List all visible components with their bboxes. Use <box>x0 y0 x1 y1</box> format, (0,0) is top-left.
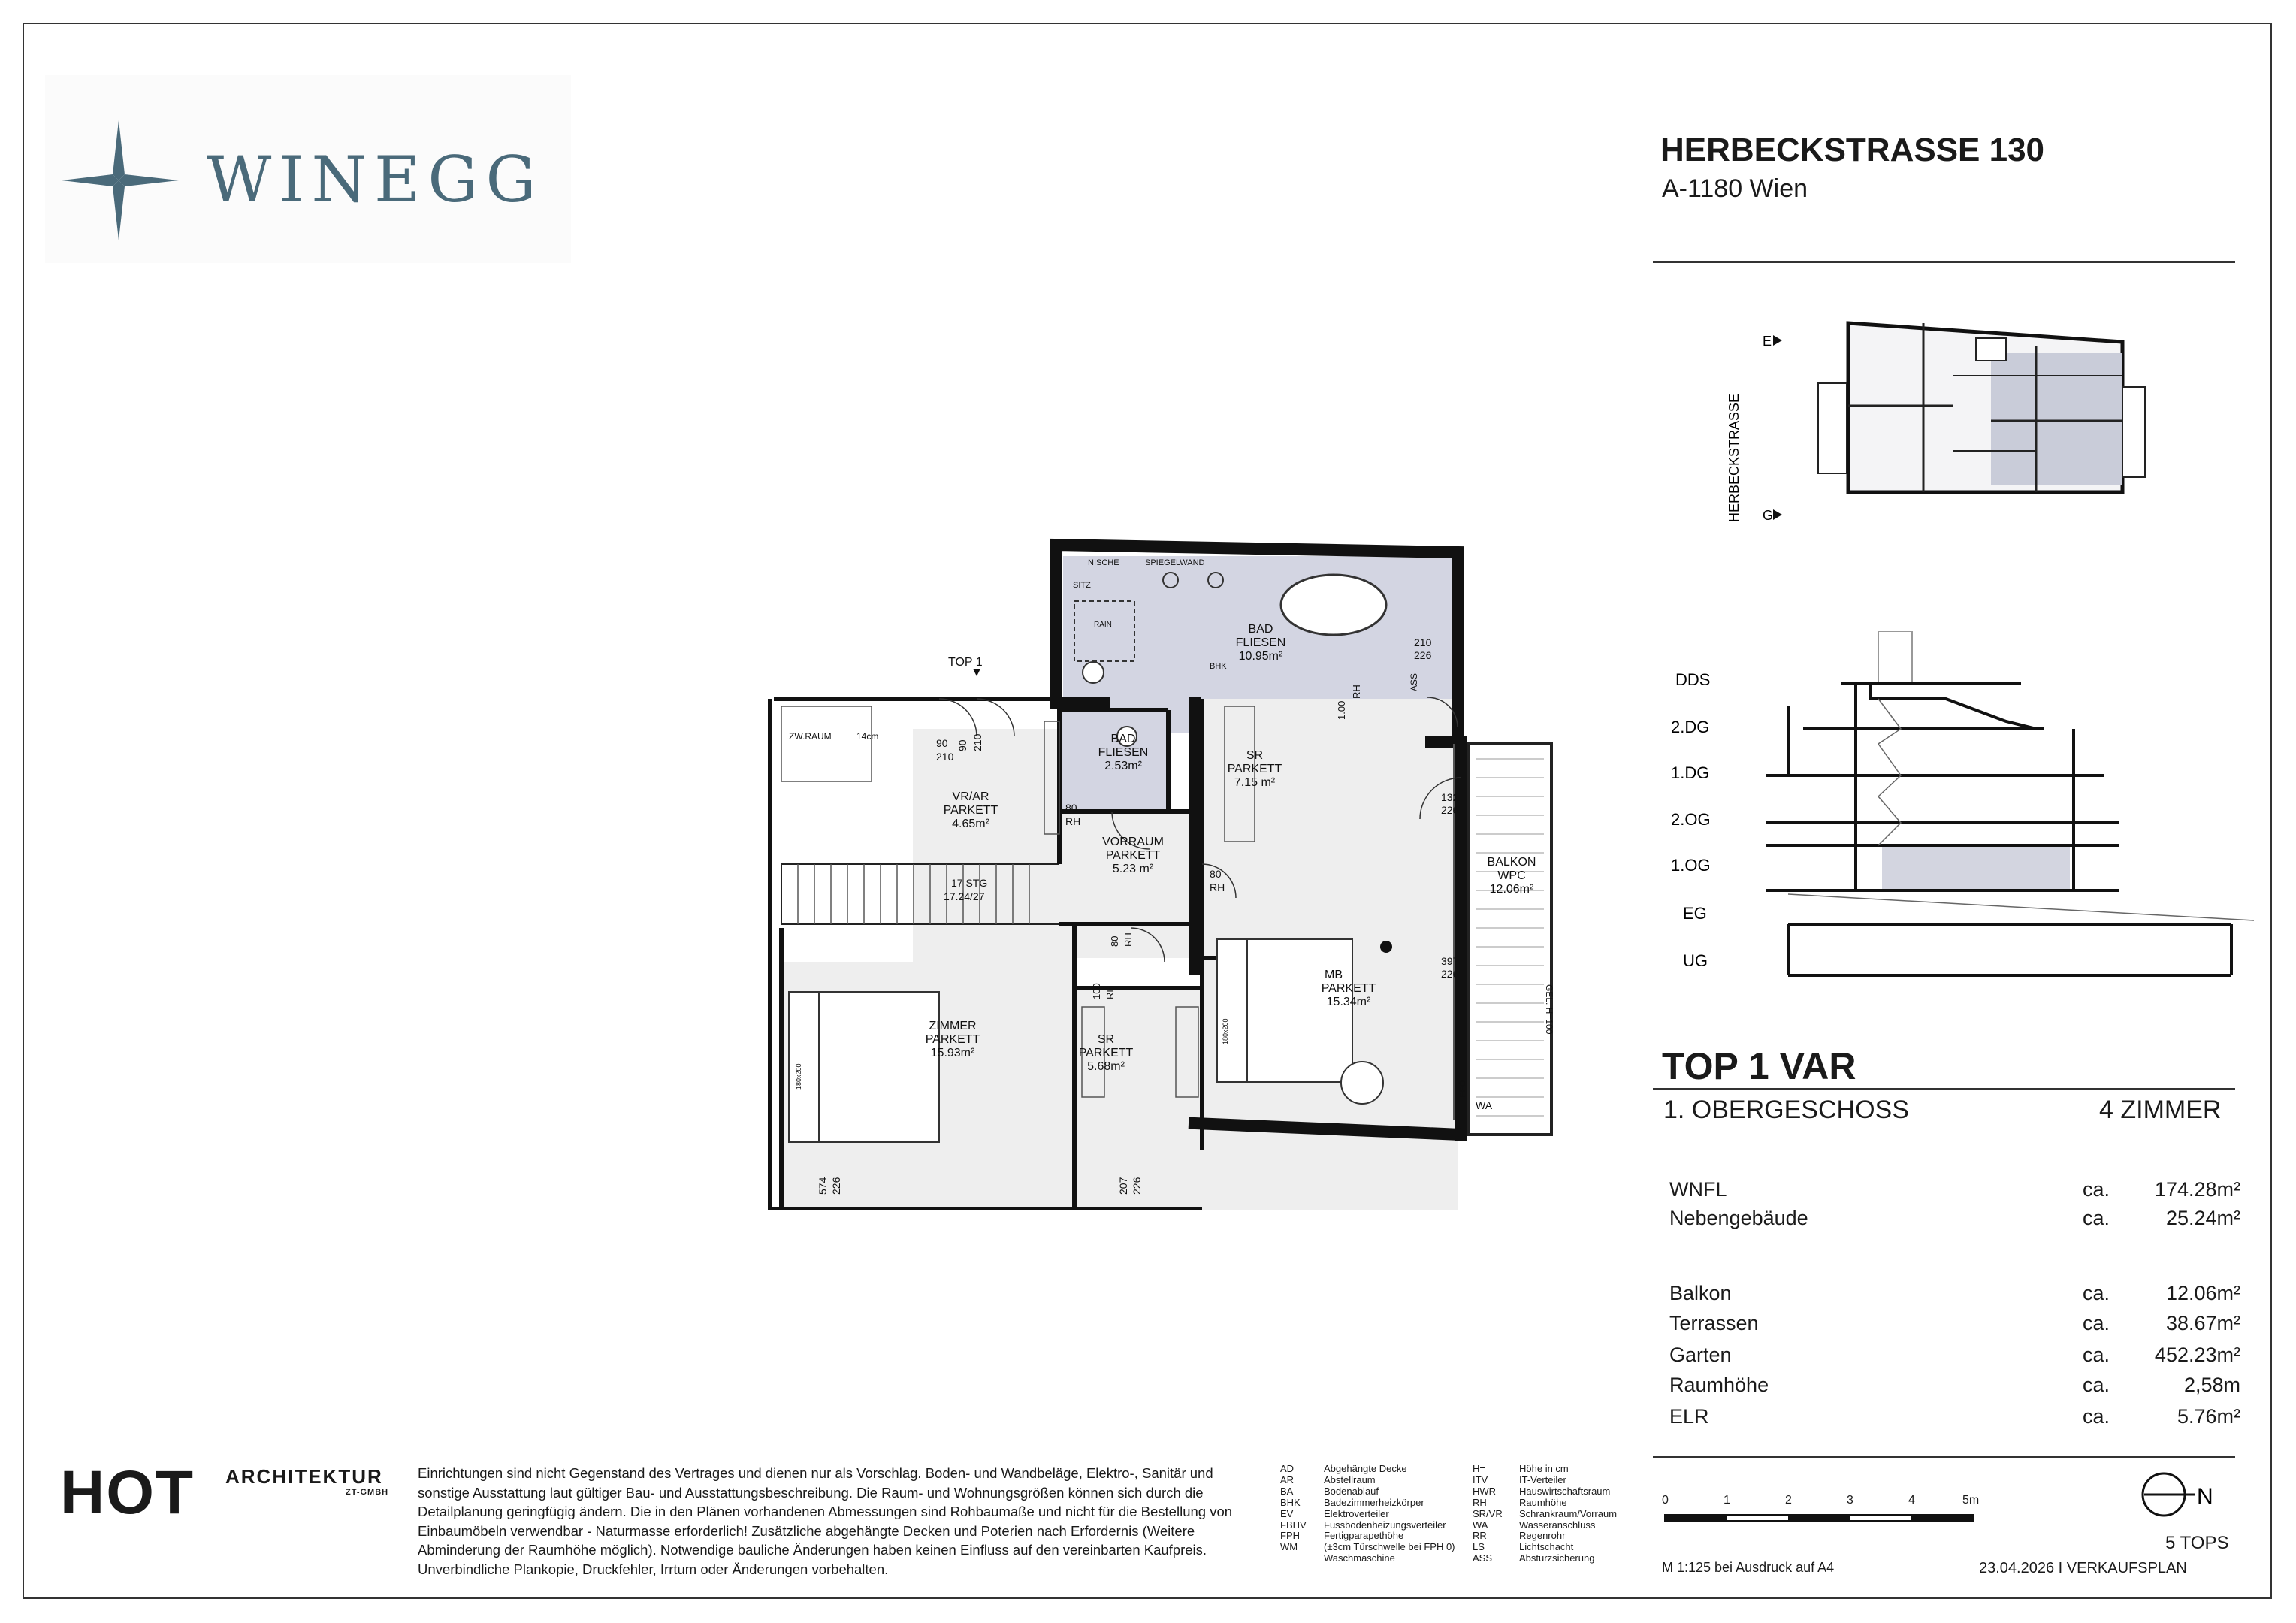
room-mb-name: MB <box>1325 969 1343 981</box>
area-row: Terrassen ca. 38.67m² <box>1669 1312 2240 1334</box>
room-zimmer-finish: PARKETT <box>925 1033 980 1046</box>
plan-label-zwraum: ZW.RAUM <box>789 731 832 742</box>
plan-label-ass: ASS <box>1409 672 1419 691</box>
plan-dim-207: 207 <box>1117 1177 1129 1195</box>
plan-bed-size-b: 180x200 <box>1222 1018 1229 1044</box>
plan-label-rain: RAIN <box>1094 621 1112 629</box>
area-row: Raumhöhe ca. 2,58m <box>1669 1374 2240 1396</box>
plan-bed-size-a: 180x200 <box>795 1063 802 1090</box>
plan-label-rh: RH <box>1351 685 1362 699</box>
room-mb-area: 15.34m² <box>1326 996 1371 1008</box>
plan-dim-210: 210 <box>1414 636 1432 648</box>
address-city: A-1180 Wien <box>1662 174 1808 203</box>
scale-tick-3: 3 <box>1847 1494 1853 1507</box>
room-sr-finish: PARKETT <box>1227 763 1282 775</box>
divider <box>1653 1456 2235 1458</box>
plan-label-ffo: FFO <box>1458 1080 1467 1097</box>
plan-dim-132: 132 <box>1441 791 1459 803</box>
plan-label-nische: NISCHE <box>1088 558 1119 567</box>
plan-dim-210a: 210 <box>936 751 954 763</box>
address-street: HERBECKSTRASSE 130 <box>1660 131 2045 168</box>
architect-logo: HOT <box>60 1458 195 1527</box>
area-row: Garten ca. 452.23m² <box>1669 1343 2240 1366</box>
scale-tick-1: 1 <box>1724 1494 1730 1507</box>
section-drawing <box>1653 631 2254 999</box>
plan-dim-100: 1.00 <box>1336 700 1347 720</box>
room-balkon-finish: WPC <box>1497 869 1526 882</box>
section-level-1dg: 1.DG <box>1671 763 1710 782</box>
plan-dim-80a: 80 <box>1065 802 1077 814</box>
area-row: WNFL ca. 174.28m² <box>1669 1178 2240 1201</box>
tops-count: 5 TOPS <box>2165 1533 2229 1553</box>
section-level-dds: DDS <box>1675 670 1711 689</box>
section-level-2og: 2.OG <box>1671 810 1711 829</box>
plan-label-rh-b: RH <box>1210 881 1225 893</box>
unit-floor: 1. OBERGESCHOSS <box>1663 1096 1909 1124</box>
plan-dim-80c: 80 <box>1109 935 1120 947</box>
room-sr2-name: SR <box>1097 1033 1115 1046</box>
room-vorraum-name: VORRAUM <box>1102 836 1164 848</box>
room-sr-area: 7.15 m² <box>1234 776 1276 789</box>
architect-sub: ZT-GMBH <box>346 1488 389 1497</box>
room-vrar-finish: PARKETT <box>943 804 998 817</box>
plan-label-bhk: BHK <box>1210 662 1227 671</box>
section-level-ug: UG <box>1683 951 1708 970</box>
plan-label-gel: GEL. H=100 <box>1544 984 1554 1035</box>
section-level-2dg: 2.DG <box>1671 718 1710 736</box>
room-balkon-area: 12.06m² <box>1489 883 1534 896</box>
architect-label: ARCHITEKTUR <box>225 1465 383 1488</box>
unit-rooms: 4 ZIMMER <box>2099 1096 2222 1124</box>
room-bad-area: 10.95m² <box>1238 650 1283 663</box>
scale-bar <box>1660 1510 1983 1533</box>
scale-label: M 1:125 bei Ausdruck auf A4 <box>1662 1560 1835 1575</box>
plan-dim-397: 397 <box>1441 955 1459 967</box>
plan-label-rh-d: RH <box>1104 985 1116 999</box>
site-plan-marker-g: G <box>1763 508 1774 523</box>
room-vorraum-finish: PARKETT <box>1105 849 1161 862</box>
unit-title: TOP 1 VAR <box>1662 1045 1856 1087</box>
room-sr-name: SR <box>1246 749 1264 762</box>
room-vrar-area: 4.65m² <box>952 818 989 830</box>
room-bad2-finish: FLIESEN <box>1098 746 1149 759</box>
room-bad2-area: 2.53m² <box>1104 760 1142 772</box>
area-row: Nebengebäude ca. 25.24m² <box>1669 1207 2240 1229</box>
legend-desc-column: Abgehängte Decke Abstellraum Bodenablauf Badezimmerheizkörper Elektroverteiler Fussbodenheizungsverteiler Fertigparapethöhe (±3cm Türschwelle bei FPH 0) Waschmaschine <box>1324 1463 1455 1564</box>
plan-label-wa: WA <box>1476 1099 1493 1111</box>
disclaimer-text: Einrichtungen sind nicht Gegenstand des Vertrages und dienen nur als Vorschlag. Boden- und Wandbeläge, Elektro-, Sanitär und sonstige Ausstattung laut gültiger Bau- und Ausstattungsbeschreibung. Die Raum- und Wohnungsgrößen können sich durch die Detailplanung geringfügig ändern. Die in den Plänen vorhandenen Abmessungen sind Rohbaumaße und nicht für die Bestellung von Einbaumöbeln verwendbar - Naturmasse erforderlich! Zusätzliche abgehängte Decken und Poterien nach Erfordernis (Weitere Abminderung der Raumhöhe möglich). Notwendige bauliche Änderungen haben keinen Einfluss auf den vereinbarten Kaufpreis. Unverbindliche Plankopie, Druckfehler, Irrtum oder Änderungen vorbehalten. <box>418 1465 1233 1577</box>
legend2-abbr-column: H= ITV HWR RH SR/VR WA RR LS ASS <box>1473 1463 1503 1564</box>
plan-dim-80b: 80 <box>1210 868 1222 880</box>
north-arrow-icon <box>2137 1469 2227 1529</box>
room-sr2-fill <box>1074 988 1202 1210</box>
room-bad2-name: BAD <box>1110 733 1136 745</box>
room-sr2-area: 5.68m² <box>1087 1060 1125 1073</box>
room-vorraum-area: 5.23 m² <box>1112 863 1154 875</box>
room-mb-finish: PARKETT <box>1321 982 1376 995</box>
plan-dim-100b: 100 <box>1091 983 1102 999</box>
plan-label-spiegelwand: SPIEGELWAND <box>1145 558 1205 567</box>
north-label: N <box>2197 1484 2213 1509</box>
site-plan-marker-e: E <box>1763 334 1772 349</box>
plan-dim-226b: 226 <box>1441 804 1459 816</box>
scale-tick-0: 0 <box>1662 1494 1669 1507</box>
plan-dim-210b: 210 <box>971 733 983 751</box>
room-zimmer-area: 15.93m² <box>930 1047 975 1059</box>
floor-plan <box>759 518 1585 1210</box>
plan-dim-14cm: 14cm <box>856 731 879 742</box>
scale-tick-5: 5m <box>1962 1494 1980 1507</box>
plan-label-rh-c: RH <box>1122 932 1134 947</box>
section-level-1og: 1.OG <box>1671 856 1711 875</box>
scale-tick-4: 4 <box>1908 1494 1915 1507</box>
plan-dim-90b: 90 <box>956 739 968 751</box>
plan-dim-226: 226 <box>1414 649 1432 661</box>
plan-label-sitz: SITZ <box>1073 581 1091 590</box>
plan-label-rh-a: RH <box>1065 815 1081 827</box>
plan-dim-574: 574 <box>817 1177 829 1195</box>
date-line: 23.04.2026 I VERKAUFSPLAN <box>1979 1560 2187 1576</box>
area-row: ELR ca. 5.76m² <box>1669 1405 2240 1428</box>
room-zimmer-name: ZIMMER <box>929 1020 977 1032</box>
divider <box>1653 1088 2235 1090</box>
section-level-eg: EG <box>1683 904 1707 923</box>
plan-dim-226e: 226 <box>1131 1177 1143 1195</box>
site-plan-street: HERBECKSTRASSE <box>1727 393 1742 522</box>
room-vrar-name: VR/AR <box>952 790 989 803</box>
room-balkon-name: BALKON <box>1487 856 1536 869</box>
plan-stair-dims: 17.24/27 <box>944 890 985 902</box>
plan-dim-90a: 90 <box>936 737 948 749</box>
legend2-desc-column: Höhe in cm IT-Verteiler Hauswirtschaftsraum Raumhöhe Schrankraum/Vorraum Wasseranschluss Regenrohr Lichtschacht Absturzsicherung <box>1519 1463 1618 1564</box>
plan-dim-226c: 226 <box>1441 968 1459 980</box>
room-bad-finish: FLIESEN <box>1235 636 1286 649</box>
divider <box>1653 261 2235 263</box>
room-bad-name: BAD <box>1248 623 1273 636</box>
room-sr-fill <box>1202 699 1458 958</box>
scale-tick-2: 2 <box>1785 1494 1792 1507</box>
area-row: Balkon ca. 12.06m² <box>1669 1282 2240 1304</box>
room-sr2-finish: PARKETT <box>1078 1047 1134 1059</box>
plan-top-label: TOP 1 <box>948 656 983 669</box>
plan-stair-count: 17 STG <box>951 877 988 889</box>
brand-name: WINEGG <box>207 143 544 216</box>
site-plan <box>1713 308 2164 533</box>
plan-dim-226d: 226 <box>830 1177 842 1195</box>
legend-abbr-column: AD AR BA BHK EV FBHV FPH WM <box>1280 1463 1307 1553</box>
